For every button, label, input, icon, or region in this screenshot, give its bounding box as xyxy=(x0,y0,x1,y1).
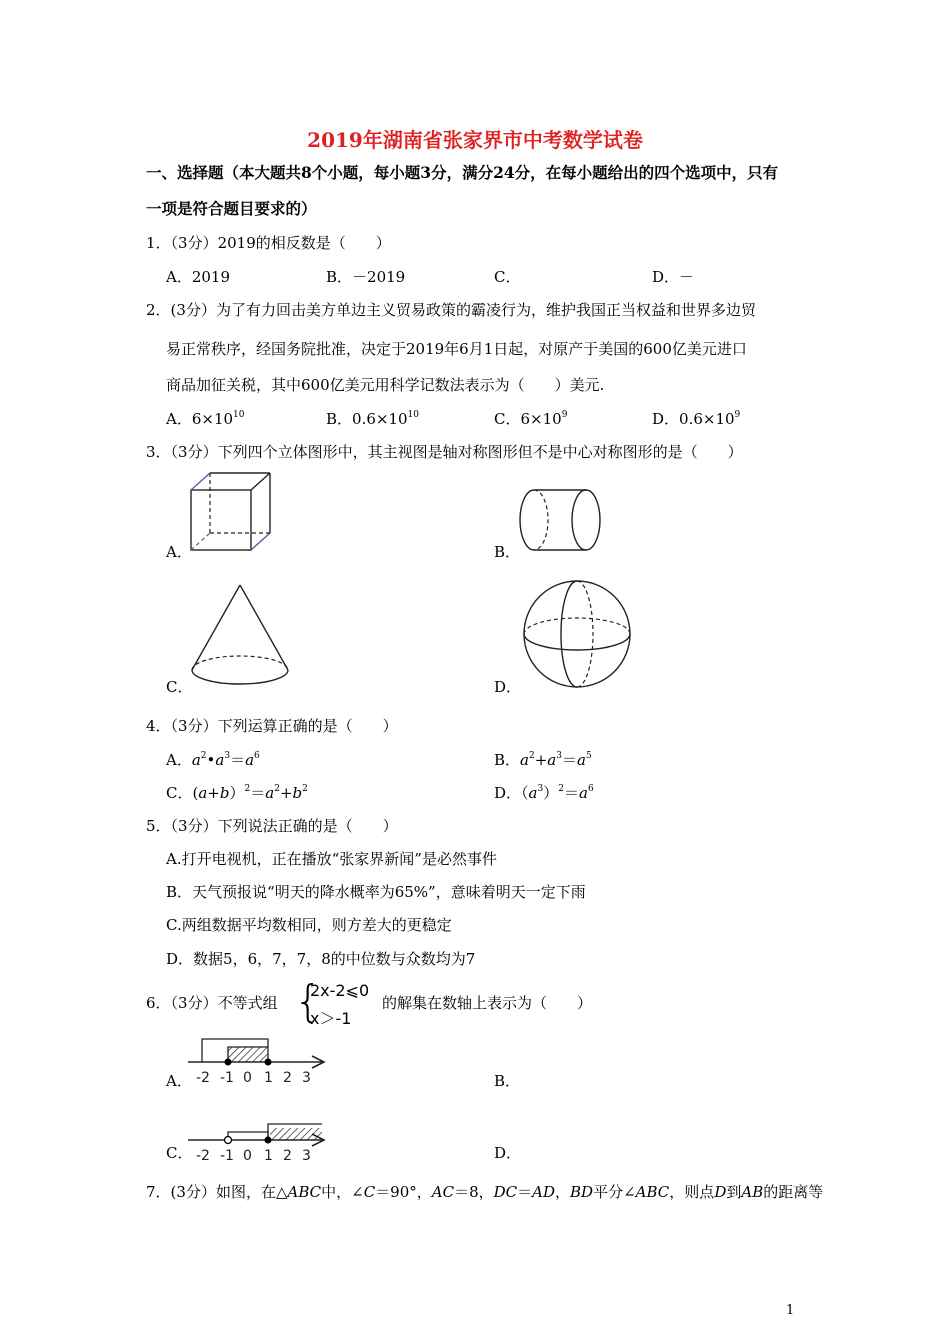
section-heading-cont: 一项是符合题目要求的） xyxy=(146,199,317,218)
q5-option-b: B．天气预报说“明天的降水概率为65%”，意味着明天一定下雨 xyxy=(166,883,586,901)
tick-label: 2 xyxy=(283,1148,292,1162)
tick-label: -1 xyxy=(220,1148,234,1162)
q6-option-b: B． xyxy=(494,1072,521,1090)
cone-figure xyxy=(188,582,292,692)
sphere-figure xyxy=(520,578,634,690)
tick-label: 0 xyxy=(243,1070,252,1086)
number-line-a xyxy=(188,1034,330,1086)
solid-point-c2 xyxy=(265,1137,272,1144)
tick-label: 3 xyxy=(302,1148,311,1162)
q3-option-b: B． xyxy=(494,543,521,561)
page-title: 2019年湖南省张家界市中考数学试卷 xyxy=(307,128,643,152)
q2-option-b: B．$0.6\times 10^{10}$ xyxy=(326,410,419,428)
tick-label: -2 xyxy=(196,1148,210,1162)
q2-option-d: D．$0.6\times 10^9$ xyxy=(652,410,741,428)
q5-option-a: A.打开电视机，正在播放“张家界新闻”是必然事件 xyxy=(166,850,497,868)
system-brace: { xyxy=(294,976,322,1027)
q3-option-d: D． xyxy=(494,678,522,696)
tick-label: 2 xyxy=(283,1070,292,1086)
tick-label: 1 xyxy=(264,1148,273,1162)
question-2-line3: 商品加征关税，其中600亿美元用科学记数法表示为（ ）美元. xyxy=(166,376,605,394)
tick-label: 3 xyxy=(302,1070,311,1086)
tick-label: 0 xyxy=(243,1148,252,1162)
tick-label: -2 xyxy=(196,1070,210,1086)
hollow-point-c1 xyxy=(225,1137,232,1144)
tick-label: 1 xyxy=(264,1070,273,1086)
cylinder-figure xyxy=(514,486,606,556)
q6-option-d: D． xyxy=(494,1144,522,1162)
solid-point-a1 xyxy=(225,1059,232,1066)
q5-option-d: D．数据5，6，7，7，8的中位数与众数均为7 xyxy=(166,950,476,968)
tick-label: -1 xyxy=(220,1070,234,1086)
inequality-1: 2x-2⩽0 xyxy=(310,981,370,1000)
solid-point-a2 xyxy=(265,1059,272,1066)
question-6-stem-post: 的解集在数轴上表示为（ ） xyxy=(382,994,593,1012)
q6-option-c: C． xyxy=(166,1144,193,1162)
question-3-stem: 3．（3分）下列四个立体图形中，其主视图是轴对称图形但不是中心对称图形的是（ ） xyxy=(146,443,743,461)
q5-option-c: C.两组数据平均数相同，则方差大的更稳定 xyxy=(166,916,452,934)
q3-option-c: C． xyxy=(166,678,193,696)
q1-option-b: B．－2019 xyxy=(326,268,406,286)
question-7-stem: 7．(3分）如图，在△ABC中，∠C＝90°，AC＝8，DC＝AD，BD平分∠ABC，则点D到AB的距离等 xyxy=(146,1183,824,1201)
question-5-stem: 5．（3分）下列说法正确的是（ ） xyxy=(146,817,398,835)
q1-option-a: A．2019 xyxy=(166,268,231,286)
q1-option-c: C． xyxy=(494,268,521,286)
question-6-stem-pre: 6．（3分）不等式组 xyxy=(146,994,278,1012)
question-2-line2: 易正常秩序，经国务院批准，决定于2019年6月1日起，对原产于美国的600亿美元进口 xyxy=(166,340,747,358)
q4-option-d: D．$(a^3)^2=a^6$ xyxy=(494,784,594,802)
q1-option-d: D．－ xyxy=(652,268,695,286)
cube-figure xyxy=(188,470,278,556)
q4-option-c: C．$(a+b)^2=a^2+b^2$ xyxy=(166,784,308,802)
q4-option-a: A．$a^2•a^3=a^6$ xyxy=(166,751,260,769)
q2-option-a: A．$6\times 10^{10}$ xyxy=(166,410,245,428)
inequality-2: x＞-1 xyxy=(310,1009,352,1028)
q2-option-c: C．$6\times 10^9$ xyxy=(494,410,568,428)
question-4-stem: 4．（3分）下列运算正确的是（ ） xyxy=(146,717,398,735)
question-2-line1: 2．(3分）为了有力回击美方单边主义贸易政策的霸凌行为，维护我国正当权益和世界多边贸 xyxy=(146,301,756,319)
number-line-c xyxy=(188,1110,330,1162)
section-heading: 一、选择题（本大题共8个小题，每小题3分，满分24分，在每小题给出的四个选项中，只有 xyxy=(146,163,779,182)
q3-option-a: A． xyxy=(166,543,192,561)
q4-option-b: B．$a^2+a^3=a^5$ xyxy=(494,751,592,769)
q6-option-a: A． xyxy=(166,1072,192,1090)
page-number: 1 xyxy=(786,1303,795,1318)
question-1-stem: 1．（3分）2019的相反数是（ ） xyxy=(146,234,391,252)
